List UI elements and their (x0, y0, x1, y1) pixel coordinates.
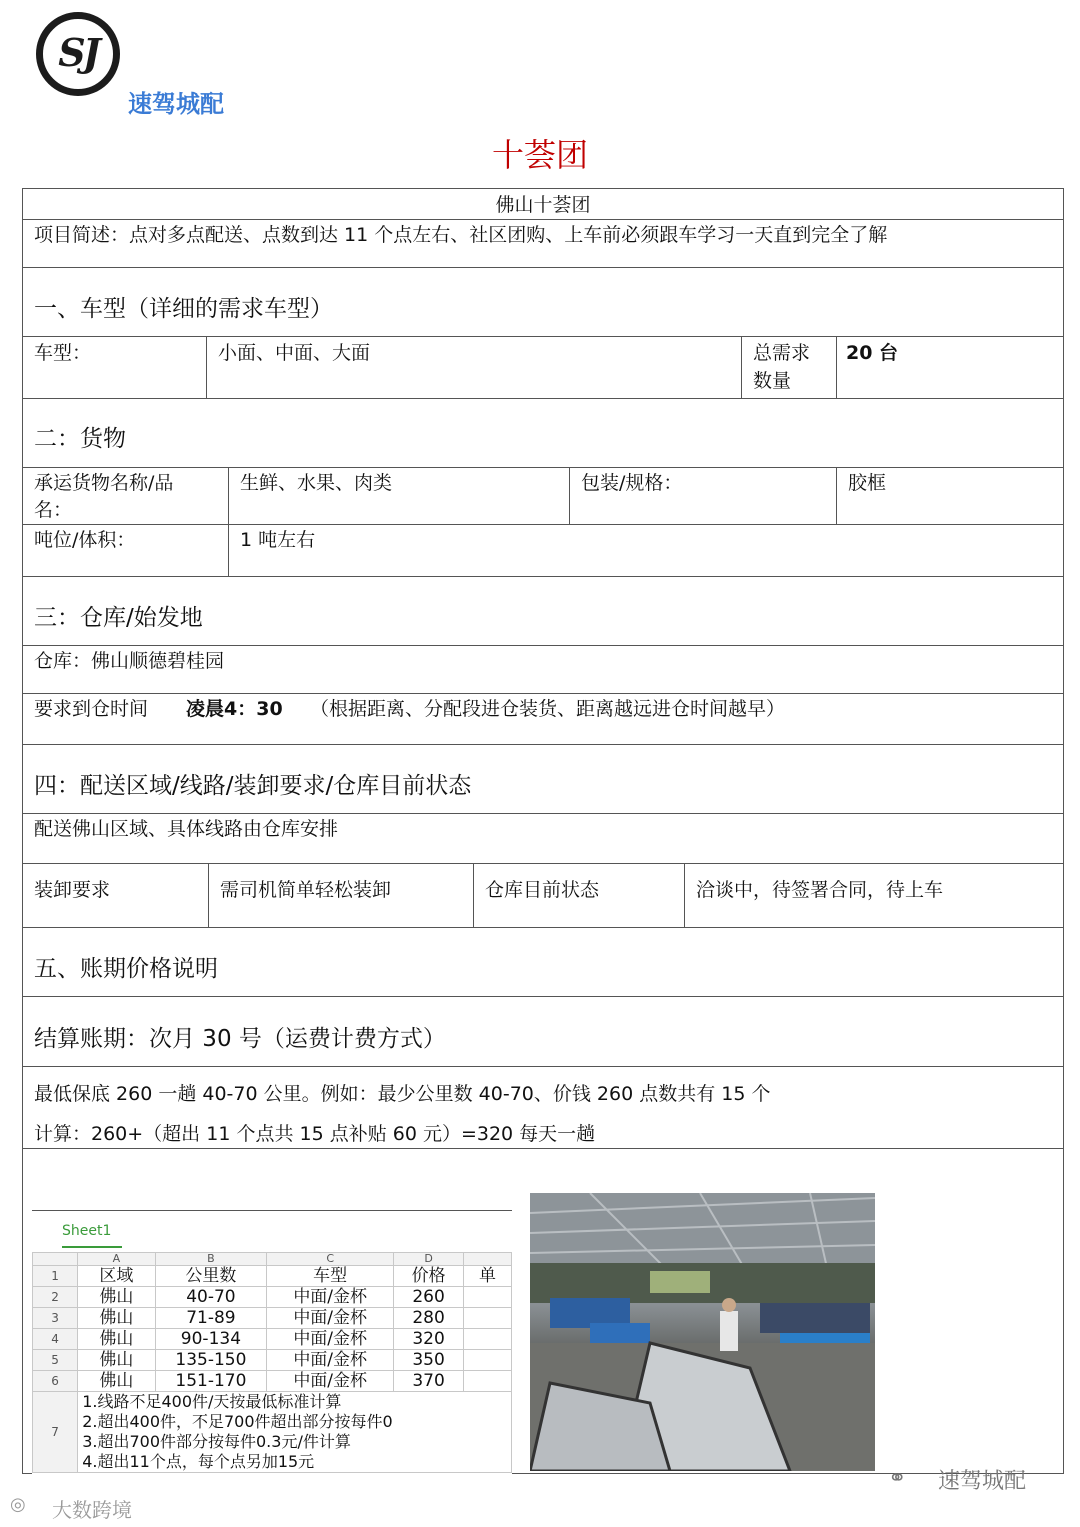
divider (22, 863, 1064, 864)
table-cell: 90-134 (155, 1329, 267, 1350)
table-header: 单 (463, 1266, 511, 1287)
wechat-icon: ⚭ (888, 1466, 907, 1491)
row-number: 3 (33, 1308, 78, 1329)
project-summary: 项目简述：点对多点配送、点数到达 11 个点左右、社区团购、上车前必须跟车学习一天直到完全了解 (34, 224, 888, 246)
table-row (33, 1266, 512, 1287)
table-row (33, 1308, 512, 1329)
pricing-calc: 计算：260+（超出 11 个点共 15 点补贴 60 元）=320 每天一趟 (34, 1123, 596, 1145)
watermark-text: 速驾城配 (938, 1469, 1027, 1494)
status-value: 洽谈中，待签署合同，待上车 (696, 879, 944, 901)
table-cell: 佛山 (78, 1308, 155, 1329)
section-heading: 一、车型（详细的需求车型） (34, 296, 333, 322)
divider (208, 863, 209, 927)
divider (22, 645, 1064, 646)
table-cell: 中面/金杯 (267, 1350, 394, 1371)
table-row (33, 1350, 512, 1371)
note-line: 4.超出11个点，每个点另加15元 (82, 1452, 315, 1471)
divider (22, 267, 1064, 268)
pack-label: 包装/规格： (581, 472, 683, 494)
divider (22, 524, 1064, 525)
table-cell: 151-170 (155, 1371, 267, 1392)
divider (684, 863, 685, 927)
col-letter: A (78, 1253, 155, 1266)
note-line: 2.超出400件，不足700件超出部分按每件0 (82, 1412, 393, 1431)
section-heading: 五、账期价格说明 (34, 956, 218, 982)
arrival-time: 凌晨4：30 (186, 698, 283, 720)
arrival-note: （根据距离、分配段进仓装货、距离越远进仓时间越早） (310, 698, 786, 720)
divider (206, 336, 207, 398)
table-row (33, 1253, 512, 1266)
table-cell: 320 (394, 1329, 464, 1350)
table-cell (463, 1371, 511, 1392)
divider (836, 467, 837, 524)
section-heading: 三：仓库/始发地 (34, 605, 203, 631)
table-cell: 280 (394, 1308, 464, 1329)
arrival-label: 要求到仓时间 (34, 698, 149, 720)
divider (22, 336, 1064, 337)
divider (569, 467, 570, 524)
row-number: 4 (33, 1329, 78, 1350)
divider (22, 398, 1064, 399)
price-table (32, 1252, 512, 1473)
note-line: 3.超出700件部分按每件0.3元/件计算 (82, 1432, 351, 1451)
weibo-icon: ◎ (10, 1494, 26, 1515)
divider (22, 467, 1064, 468)
divider (22, 813, 1064, 814)
total-label: 数量 (753, 370, 792, 392)
table-header: 价格 (394, 1266, 464, 1287)
table-cell: 中面/金杯 (267, 1371, 394, 1392)
watermark-text: 大数跨境 (52, 1498, 132, 1522)
vehicle-value: 小面、中面、大面 (218, 342, 371, 364)
corner-cell (33, 1253, 78, 1266)
divider (836, 336, 837, 398)
divider (22, 996, 1064, 997)
spreadsheet-image (32, 1206, 512, 1474)
table-row (33, 1287, 512, 1308)
table-header: 区域 (78, 1266, 155, 1287)
pricing-line: 最低保底 260 一趟 40-70 公里。例如：最少公里数 40-70、价钱 260 点数共有 15 个 (34, 1083, 771, 1105)
loading-value: 需司机简单轻松装卸 (220, 879, 392, 901)
divider (22, 927, 1064, 928)
cargo-value: 生鲜、水果、肉类 (240, 472, 393, 494)
table-header: 公里数 (155, 1266, 267, 1287)
warehouse-photo (530, 1193, 875, 1471)
table-cell: 中面/金杯 (267, 1287, 394, 1308)
notes-cell (78, 1392, 512, 1473)
divider (22, 576, 1064, 577)
table-cell (463, 1329, 511, 1350)
table-cell: 佛山 (78, 1371, 155, 1392)
table-cell: 370 (394, 1371, 464, 1392)
note-line: 1.线路不足400件/天按最低标准计算 (82, 1392, 342, 1411)
divider (62, 1246, 122, 1248)
sheet-tab: Sheet1 (62, 1223, 112, 1239)
form-header: 佛山十荟团 (495, 194, 591, 216)
settlement-terms: 结算账期：次月 30 号（运费计费方式） (34, 1026, 446, 1052)
table-row (33, 1329, 512, 1350)
doc-title: 十荟团 (491, 136, 588, 174)
cargo-label: 名： (34, 499, 73, 521)
divider (22, 744, 1064, 745)
total-label: 总需求 (753, 342, 811, 364)
table-header: 车型 (267, 1266, 394, 1287)
table-cell: 40-70 (155, 1287, 267, 1308)
table-cell (463, 1350, 511, 1371)
divider (228, 467, 229, 576)
col-letter: C (267, 1253, 394, 1266)
warehouse-photo-illustration (530, 1193, 875, 1471)
row-number: 7 (33, 1392, 78, 1473)
loading-label: 装卸要求 (34, 879, 111, 901)
col-letter: D (394, 1253, 464, 1266)
divider (473, 863, 474, 927)
divider (22, 219, 1064, 220)
divider (22, 1148, 1064, 1149)
logo-mark: SJ (58, 30, 98, 75)
col-letter: B (155, 1253, 267, 1266)
table-cell (463, 1287, 511, 1308)
vehicle-label: 车型： (34, 342, 92, 364)
table-cell: 中面/金杯 (267, 1308, 394, 1329)
table-cell: 佛山 (78, 1329, 155, 1350)
warehouse-location: 仓库：佛山顺德碧桂园 (34, 650, 225, 672)
table-cell: 中面/金杯 (267, 1329, 394, 1350)
table-cell: 71-89 (155, 1308, 267, 1329)
divider (32, 1210, 512, 1211)
status-label: 仓库目前状态 (485, 879, 600, 901)
divider (22, 693, 1064, 694)
section-heading: 四：配送区域/线路/装卸要求/仓库目前状态 (34, 773, 472, 799)
table-row (33, 1392, 512, 1473)
table-cell: 260 (394, 1287, 464, 1308)
delivery-area: 配送佛山区域、具体线路由仓库安排 (34, 818, 339, 840)
table-row (33, 1371, 512, 1392)
divider (741, 336, 742, 398)
row-number: 2 (33, 1287, 78, 1308)
col-letter (463, 1253, 511, 1266)
row-number: 5 (33, 1350, 78, 1371)
table-cell (463, 1308, 511, 1329)
table-cell: 350 (394, 1350, 464, 1371)
cargo-label: 承运货物名称/品 (34, 472, 174, 494)
table-cell: 135-150 (155, 1350, 267, 1371)
weight-label: 吨位/体积： (34, 529, 136, 551)
pack-value: 胶框 (848, 472, 887, 494)
divider (22, 1066, 1064, 1067)
brand-name: 速驾城配 (128, 90, 224, 118)
row-number: 1 (33, 1266, 78, 1287)
row-number: 6 (33, 1371, 78, 1392)
table-cell: 佛山 (78, 1350, 155, 1371)
section-heading: 二：货物 (34, 426, 126, 452)
weight-value: 1 吨左右 (240, 529, 316, 551)
table-cell: 佛山 (78, 1287, 155, 1308)
total-value: 20 台 (846, 342, 899, 364)
